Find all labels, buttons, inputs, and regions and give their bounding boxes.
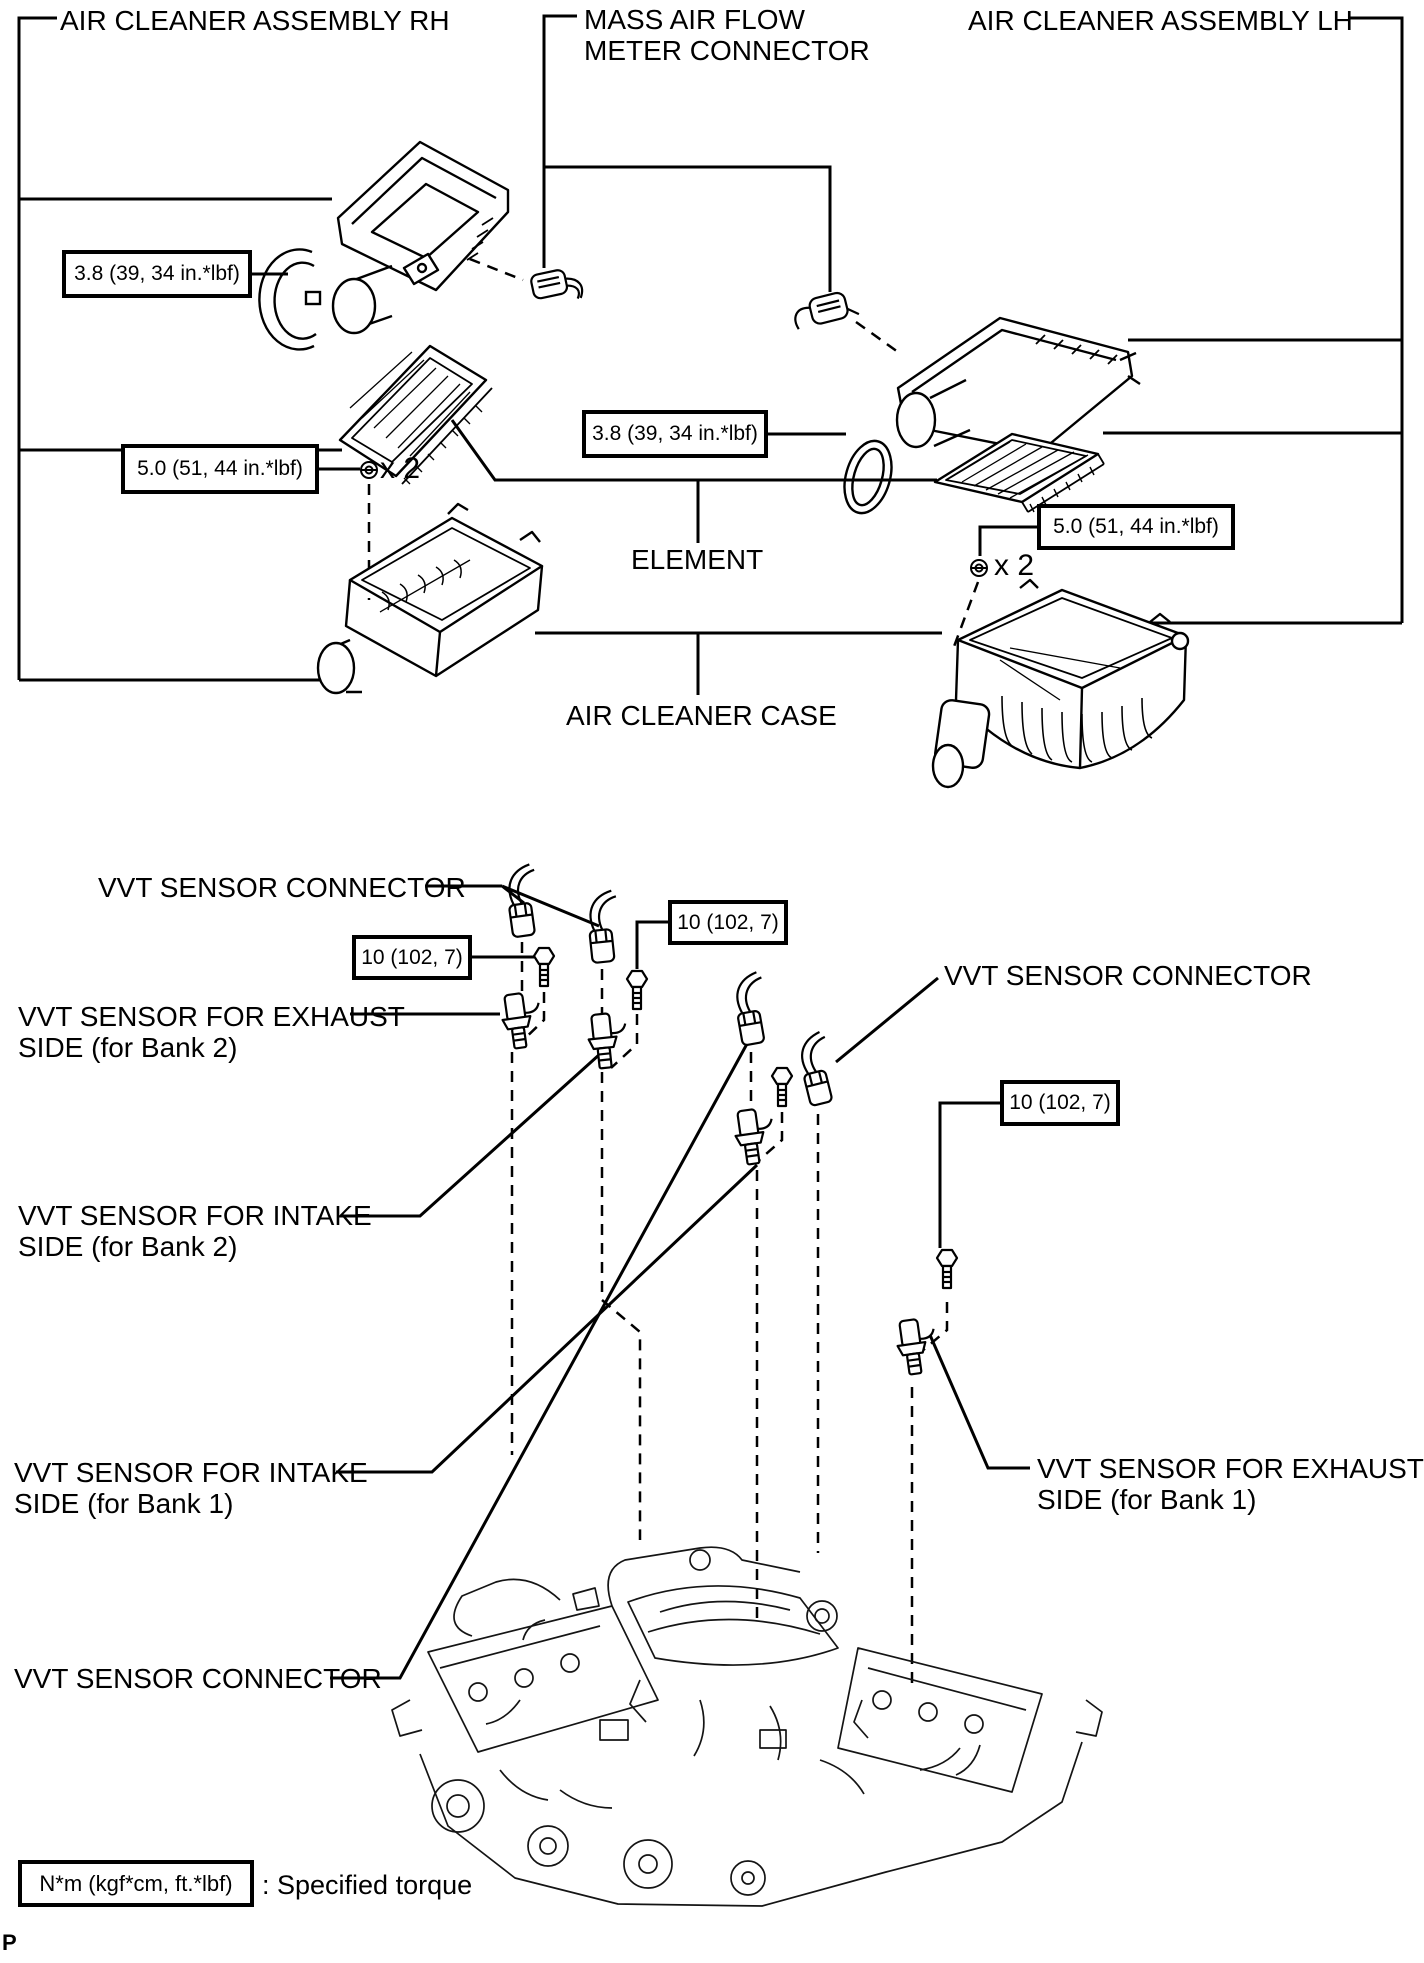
vvt-intake-bank1-line2: SIDE (for Bank 1) <box>14 1488 234 1519</box>
vvt-sensor-drawings <box>499 991 939 1376</box>
torque-box-10-center: 10 (102, 7) <box>668 900 788 945</box>
screw-count-lh: x 2 <box>994 549 1035 582</box>
engine-drawing <box>392 1547 1102 1906</box>
torque-box-case-screw-rh: 5.0 (51, 44 in.*lbf) <box>121 444 319 494</box>
vvt-exhaust-bank1-line2: SIDE (for Bank 1) <box>1037 1484 1257 1515</box>
vvt-intake-bank2-label <box>18 1200 372 1262</box>
torque-box-clamp-lh: 3.8 (39, 34 in.*lbf) <box>582 410 768 458</box>
vvt-intake-bank2-line1: VVT SENSOR FOR INTAKE <box>18 1200 372 1231</box>
vvt-exhaust-bank2-line2: SIDE (for Bank 2) <box>18 1032 238 1063</box>
maf-connector-rh-drawing <box>530 266 584 307</box>
vvt-connector-label-bottom: VVT SENSOR CONNECTOR <box>14 1663 382 1694</box>
rh-assembly-drawing <box>333 142 508 333</box>
torque-legend-description: : Specified torque <box>262 1870 473 1900</box>
screw-count-rh: x 2 <box>380 452 421 485</box>
element-label: ELEMENT <box>631 544 764 575</box>
rh-case-drawing <box>318 504 542 693</box>
lh-element-drawing <box>935 434 1104 512</box>
vvt-intake-bank1-label <box>14 1457 368 1519</box>
air-cleaner-case-label: AIR CLEANER CASE <box>566 700 837 731</box>
vvt-label-leader-lines <box>330 886 1030 1678</box>
vvt-intake-bank1-line1: VVT SENSOR FOR INTAKE <box>14 1457 368 1488</box>
torque-box-clamp-rh: 3.8 (39, 34 in.*lbf) <box>62 250 252 298</box>
case-leader-lines <box>535 633 942 695</box>
vvt-connector-label-top: VVT SENSOR CONNECTOR <box>98 872 466 903</box>
torque-box-10-right: 10 (102, 7) <box>1000 1080 1120 1126</box>
lh-case-drawing <box>933 580 1188 787</box>
maf-connector-label-line1: MASS AIR FLOW <box>584 4 805 35</box>
vvt-connector-label-right: VVT SENSOR CONNECTOR <box>944 960 1312 991</box>
maf-connector-label <box>584 4 870 66</box>
torque-box-10-left: 10 (102, 7) <box>352 935 472 980</box>
assembly-rh-label: AIR CLEANER ASSEMBLY RH <box>60 5 450 36</box>
rh-hose-clamp-drawing <box>259 249 320 349</box>
lh-hose-clamp-drawing <box>837 435 900 518</box>
vvt-exhaust-bank2-label <box>18 1001 405 1063</box>
assembly-lh-label: AIR CLEANER ASSEMBLY LH <box>968 5 1353 36</box>
page-marker: P <box>2 1930 17 1955</box>
vvt-intake-bank2-line2: SIDE (for Bank 2) <box>18 1231 238 1262</box>
maf-connector-label-line2: METER CONNECTOR <box>584 35 870 66</box>
maf-connector-lh-drawing <box>791 289 859 330</box>
vvt-exhaust-bank2-line1: VVT SENSOR FOR EXHAUST <box>18 1001 405 1032</box>
torque-unit-legend-box: N*m (kgf*cm, ft.*lbf) <box>18 1860 254 1907</box>
vvt-exhaust-bank1-line1: VVT SENSOR FOR EXHAUST <box>1037 1453 1424 1484</box>
torque-box-case-screw-lh: 5.0 (51, 44 in.*lbf) <box>1037 504 1235 550</box>
vvt-exhaust-bank1-label <box>1037 1453 1424 1515</box>
